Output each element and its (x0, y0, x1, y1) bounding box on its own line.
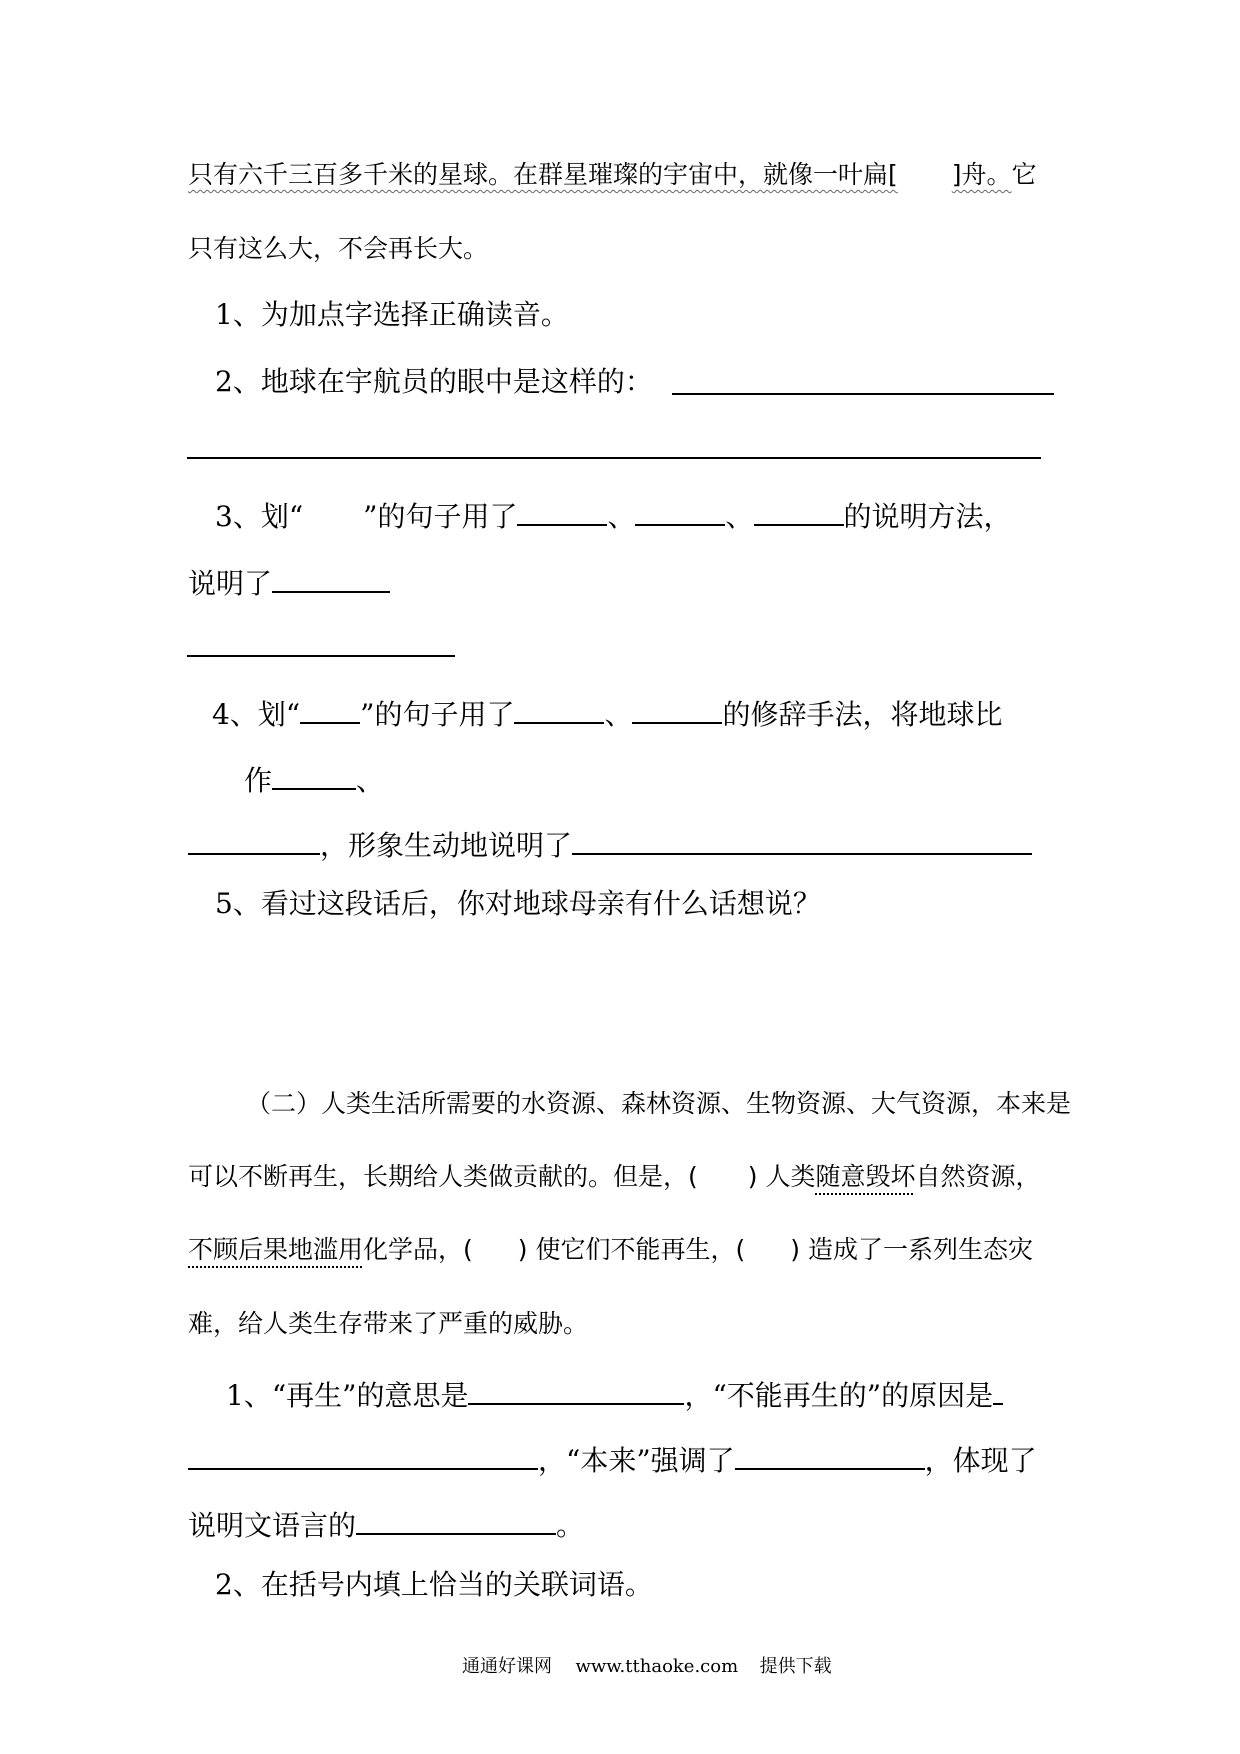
dotted-phrase-suiyi-huihuai: 随意毁坏 (815, 1162, 916, 1191)
page-footer (462, 1658, 832, 1676)
answer-blank-q2-1-a[interactable] (468, 1375, 684, 1405)
answer-blank-q4-c[interactable] (272, 760, 356, 790)
question2-1-last: 说明文语言的 。 (188, 1505, 584, 1540)
question1-4: 4、划“ ”的句子用了 、 的修辞手法，将地球比 (212, 694, 1003, 729)
answer-blank-q4-b[interactable] (632, 694, 722, 724)
answer-blank-q4-d[interactable] (188, 825, 320, 855)
answer-blank-q2-b[interactable] (187, 457, 1041, 459)
passage2-line1: （二）人类生活所需要的水资源、森林资源、生物资源、大气资源，本来是 (246, 1089, 1072, 1118)
answer-blank-q4-a[interactable] (514, 694, 604, 724)
question1-2: 2、地球在宇航员的眼中是这样的： (215, 365, 653, 398)
passage1-line2: 只有这么大，不会再长大。 (188, 234, 489, 263)
question2-1: 1、“再生”的意思是 ，“不能再生的”的原因是 (226, 1375, 1003, 1410)
question1-5: 5、看过这段话后，你对地球母亲有什么话想说？ (215, 887, 821, 920)
answer-blank-q2-1-c[interactable] (188, 1440, 538, 1470)
answer-blank-q3-c[interactable] (754, 496, 844, 526)
wavy-underline-sample (303, 503, 363, 531)
footer-url[interactable]: www.tthaoke.com (575, 1656, 739, 1677)
question1-4-continued: 作 、 (244, 760, 384, 795)
passage2-line2: 可以不断再生，长期给人类做贡献的。但是，( ) 人类随意毁坏自然资源， (188, 1162, 1041, 1191)
passage2-line3: 不顾后果地滥用化学品，( ) 使它们不能再生，( ) 造成了一系列生态灾 (188, 1235, 1033, 1264)
question2-1-continued: ，“本来”强调了 ，体现了 (188, 1440, 1037, 1475)
answer-blank-q4-e[interactable] (572, 825, 1032, 855)
answer-blank-q3-d[interactable] (272, 563, 390, 593)
answer-blank-q2-1-e[interactable] (356, 1505, 556, 1535)
answer-blank-q2-1-d[interactable] (735, 1440, 925, 1470)
dotted-phrase-langyong: 不顾后果地滥用 (188, 1235, 364, 1264)
answer-blank-q2-1-b[interactable] (993, 1375, 1003, 1405)
question1-1: 1、为加点字选择正确读音。 (215, 298, 569, 331)
question1-3-continued: 说明了 (188, 563, 390, 598)
footer-note: 提供下载 (759, 1656, 832, 1677)
footer-site-name: 通通好课网 (462, 1656, 552, 1677)
question2-2: 2、在括号内填上恰当的关联词语。 (215, 1568, 653, 1601)
passage1-underlined-text: 只有六千三百多千米的星球。在群星璀璨的宇宙中，就像一叶扁[ ]舟。 (188, 160, 1012, 189)
passage1-line1: 只有六千三百多千米的星球。在群星璀璨的宇宙中，就像一叶扁[ ]舟。它 (188, 160, 1037, 189)
answer-blank-q2-a[interactable] (672, 393, 1054, 395)
passage2-line4: 难，给人类生存带来了严重的威胁。 (188, 1309, 589, 1338)
answer-blank-q3-e[interactable] (187, 655, 455, 657)
question1-3: 3、划“ ”的句子用了 、 、 的说明方法， (215, 496, 1012, 531)
answer-blank-q3-b[interactable] (635, 496, 725, 526)
solid-underline-sample (300, 694, 360, 724)
question1-4-last: ，形象生动地说明了 (188, 825, 1032, 860)
answer-blank-q3-a[interactable] (517, 496, 607, 526)
